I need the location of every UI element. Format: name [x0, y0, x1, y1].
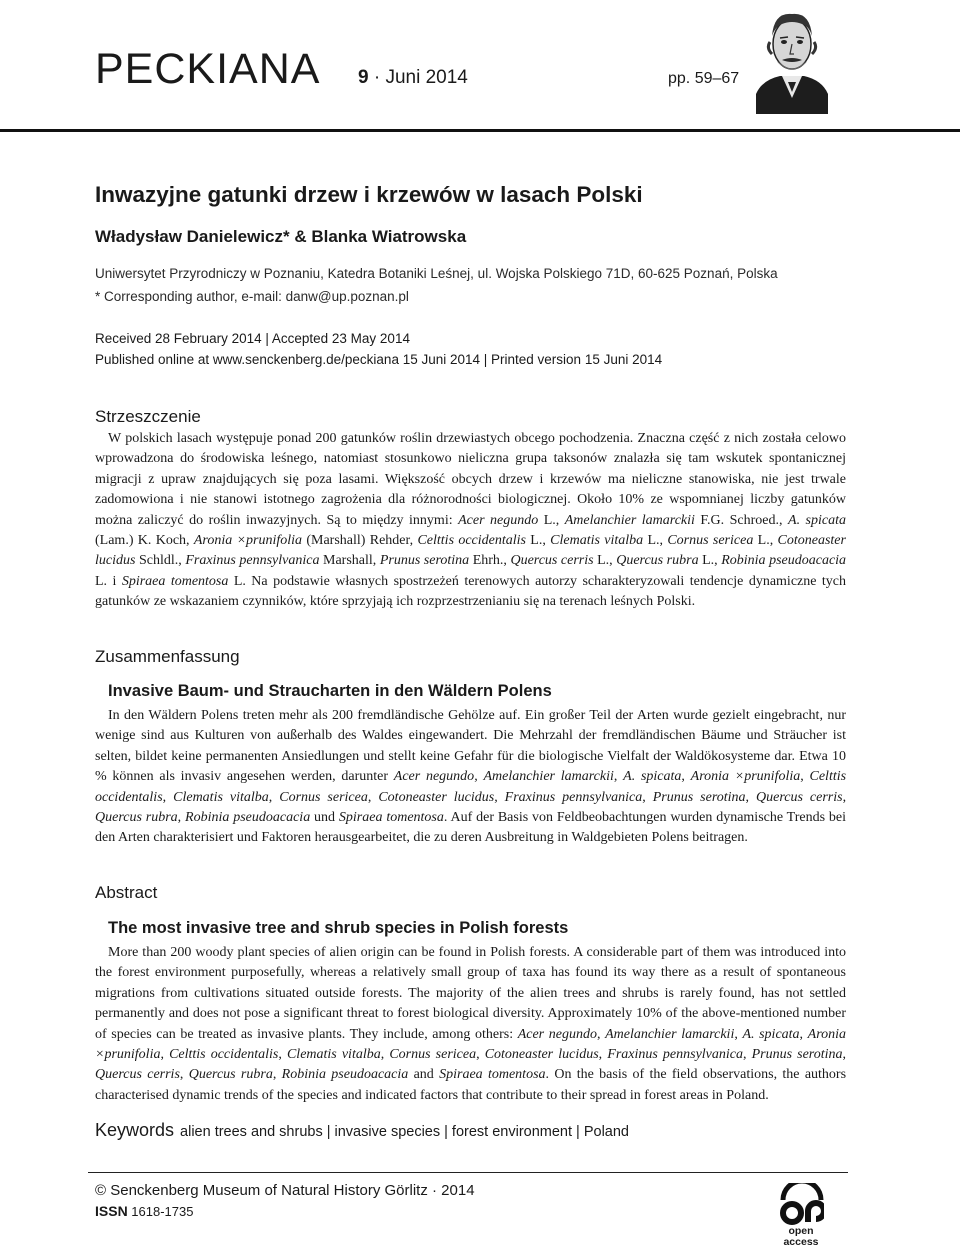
species-name: Fraxinus pennsylvanica — [607, 1047, 743, 1063]
journal-header — [0, 0, 960, 130]
text-run: L. Na podstawie własnych spostrzeżeń terenowych autorzy scharakteryzowali tendencje dynamiczne tych gatunków ze wskazaniem czynników, które sprzyjają ich rozprzestrzenianiu się na terenach leśnych Polski. — [95, 573, 846, 610]
species-name: Celttis occidentalis — [417, 533, 526, 549]
text-run: (Lam.) K. Koch, — [95, 533, 194, 549]
species-name: Cornus sericea — [667, 533, 754, 549]
text-run: , — [278, 1047, 287, 1063]
species-name: Clematis vitalba — [286, 1047, 381, 1063]
species-name: Quercus cerris — [510, 553, 594, 569]
text-run: , — [179, 1067, 189, 1083]
text-run: In den Wäldern Polens treten mehr als 200 fremdländische Gehölze auf. Ein großer Teil der Arten wurde gezielt eingebracht, nur wenige sind aus Kulturen von außerhalb des Waldes eingewandert. Die Mehrzahl der fremdländischen Bäume und Sträucher ist selten, bildet keine permanenten Ansiedlungen und stellt keine Gefahr für die biologische Vielfalt der Waldökosysteme dar. Etwa 10 % können als invasiv angesehen werden, darunter — [95, 708, 846, 785]
footer-rule — [88, 1172, 848, 1173]
text-run: , — [800, 769, 810, 785]
species-name: Spiraea tomentosa — [121, 573, 229, 589]
text-run: , — [272, 1067, 282, 1083]
species-name: Cotoneaster lucidus — [378, 789, 495, 805]
text-run: , — [474, 769, 484, 785]
text-run: , — [799, 1026, 808, 1042]
text-run: Marshall, — [319, 553, 380, 569]
text-run: , — [160, 1047, 170, 1063]
text-run: , — [598, 1047, 608, 1063]
abstract-heading: Abstract — [95, 883, 158, 902]
portrait-icon — [752, 2, 832, 114]
species-name: Aronia ×prunifolia — [95, 1026, 847, 1063]
species-name: Acer negundo — [458, 512, 539, 528]
text-run: , — [745, 789, 757, 805]
text-run: (Marshall) Rehder, — [302, 533, 418, 549]
zusammenfassung-heading: Zusammenfassung — [95, 647, 240, 666]
strzeszczenie-text — [95, 429, 846, 613]
issn — [95, 1203, 193, 1220]
issue-info — [358, 68, 468, 87]
text-run: Ehrh., — [469, 553, 511, 569]
text-run: L., — [593, 553, 617, 569]
species-name: Clematis vitalba — [173, 789, 269, 805]
species-name: Celttis occidentalis — [95, 769, 847, 805]
species-name: Quercus cerris — [756, 789, 843, 805]
species-name: Clematis vitalba — [550, 533, 644, 549]
keywords-list: alien trees and shrubs | invasive species | forest environment | Poland — [180, 1124, 629, 1140]
species-name: Spiraea tomentosa — [439, 1067, 546, 1083]
text-run: , — [367, 789, 379, 805]
abstract-text — [95, 943, 846, 1106]
text-run: , — [476, 1047, 485, 1063]
species-name: A. spicata — [742, 1026, 800, 1042]
text-run: , — [681, 769, 691, 785]
open-access-label: open access — [783, 1225, 819, 1248]
text-run: , — [596, 1026, 606, 1042]
text-run: . Auf der Basis von Feldbeobachtungen wurden dynamische Trends bei den Arten charakterisiert und Faktoren herausgearbeitet, die zu deren Ausbreitung in Waldgebieten Polens beitragen. — [95, 810, 847, 846]
page-range: pp. 59–67 — [668, 70, 740, 87]
text-run: und — [310, 810, 339, 826]
abstract-subtitle: The most invasive tree and shrub species in Polish forests — [108, 919, 569, 937]
species-name: Amelanchier lamarckii — [605, 1026, 735, 1042]
species-name: Cotoneaster lucidus — [95, 533, 846, 569]
corresponding-author: * Corresponding author, e-mail: danw@up.poznan.pl — [95, 289, 409, 304]
species-name: Cornus sericea — [389, 1047, 477, 1063]
species-name: Quercus rubra — [95, 810, 178, 826]
species-name: Quercus cerris — [95, 1067, 180, 1083]
issn-value: 1618-1735 — [127, 1204, 194, 1219]
species-name: Acer negundo — [517, 1026, 597, 1042]
received-accepted-dates: Received 28 February 2014 | Accepted 23 May 2014 — [95, 331, 410, 346]
issn-label: ISSN — [95, 1203, 128, 1219]
keywords-label: Keywords — [95, 1120, 175, 1140]
affiliation: Uniwersytet Przyrodniczy w Poznaniu, Katedra Botaniki Leśnej, ul. Wojska Polskiego 71D, 60-625 Poznań, Polska — [95, 266, 778, 281]
text-run: L., — [698, 553, 722, 569]
text-run: , — [177, 810, 186, 826]
copyright: © Senckenberg Museum of Natural History Görlitz · 2014 — [95, 1182, 475, 1199]
species-name: Cotoneaster lucidus — [484, 1047, 599, 1063]
species-name: Spiraea tomentosa — [338, 810, 444, 826]
species-name: Robinia pseudoacacia — [281, 1067, 409, 1083]
text-run: L., — [538, 512, 565, 528]
text-run: W polskich lasach występuje ponad 200 gatunków roślin drzewiastych obcego pochodzenia. Znaczna część z nich została celowo wprowadzona do środowiska leśnego, natomiast stosunkowo nieliczna grupa taksonów znalazła się tam wskutek spontanicznej migracji z upraw znajdujących się poza lasami. Większość obcych drzew i krzewów ma nieliczne stanowiska, nie jest trwale zadomowiona i nie stanowi istotnego zagrożenia dla różnorodności biologicznej. Około 10% ze wspomnianej liczby gatunków można zaliczyć do roślin inwazyjnych. Są to między innymi: — [95, 431, 846, 528]
species-name: Amelanchier lamarckii — [564, 512, 695, 528]
keywords — [95, 1120, 629, 1142]
article-title: Inwazyjne gatunki drzew i krzewów w lasach Polski — [95, 182, 643, 207]
species-name: A. spicata — [788, 512, 846, 528]
text-run: More than 200 woody plant species of alien origin can be found in Polish forests. A considerable part of them was introduced into the forest environment purposefully, whereas a relatively small group of taxa has found its way there as a result of spontaneous migrations from cultivations situated outside forests. The majority of the alien trees and shrubs is rarely found, has not settled permanently and does not pose a significant threat to forest biological diversity. Approximately 10% of the above-mentioned number of species can be treated as invasive plants. They include, among others: — [95, 945, 846, 1042]
species-name: Prunus serotina — [652, 789, 746, 805]
text-run: L., — [643, 533, 668, 549]
header-rule — [0, 129, 960, 132]
species-name: Acer negundo — [393, 769, 475, 785]
text-run: , — [642, 789, 653, 805]
text-run: , — [842, 1047, 847, 1063]
text-run: F.G. Schroed., — [694, 512, 789, 528]
publication-dates: Published online at www.senckenberg.de/peckiana 15 Juni 2014 | Printed version 15 Juni 2014 — [95, 352, 663, 367]
species-name: Prunus serotina — [751, 1047, 843, 1063]
text-run: , — [162, 789, 174, 805]
species-name: Robinia pseudoacacia — [721, 553, 847, 569]
species-name: Fraxinus pennsylvanica — [185, 553, 320, 569]
species-name: Fraxinus pennsylvanica — [504, 789, 643, 805]
text-run: , — [734, 1026, 743, 1042]
text-run: L., — [753, 533, 778, 549]
zusammenfassung-text — [95, 706, 846, 849]
species-name: Aronia ×prunifolia — [193, 533, 303, 549]
text-run: , — [842, 789, 847, 805]
species-name: Aronia ×prunifolia — [690, 769, 801, 785]
strzeszczenie-heading: Strzeszczenie — [95, 407, 201, 426]
species-name: A. spicata — [623, 769, 682, 785]
species-name: Celttis occidentalis — [169, 1047, 279, 1063]
species-name: Robinia pseudoacacia — [185, 810, 311, 826]
species-name: Cornus sericea — [279, 789, 368, 805]
journal-name: PECKIANA — [95, 45, 321, 93]
species-name: Amelanchier lamarckii — [483, 769, 614, 785]
text-run: L. i — [95, 573, 122, 589]
text-run: , — [743, 1047, 752, 1063]
text-run: , — [494, 789, 505, 805]
zusammenfassung-subtitle: Invasive Baum- und Straucharten in den Wäldern Polens — [108, 682, 552, 700]
text-run: , — [613, 769, 624, 785]
text-run: Schldl., — [135, 553, 186, 569]
text-run: , — [380, 1047, 390, 1063]
authors: Władysław Danielewicz* & Blanka Wiatrowska — [95, 227, 467, 246]
species-name: Prunus serotina — [379, 553, 470, 569]
issue-date: · Juni 2014 — [368, 67, 468, 88]
text-run: . On the basis of the field observations, the authors characterised dynamic trends of the species and indicated factors that contribute to their spread in forest areas in Poland. — [95, 1067, 847, 1103]
text-run: and — [408, 1067, 440, 1083]
issue-number: 9 — [358, 67, 369, 88]
text-run: L., — [525, 533, 551, 549]
text-run: , — [268, 789, 280, 805]
species-name: Quercus rubra — [616, 553, 699, 569]
species-name: Quercus rubra — [188, 1067, 273, 1083]
